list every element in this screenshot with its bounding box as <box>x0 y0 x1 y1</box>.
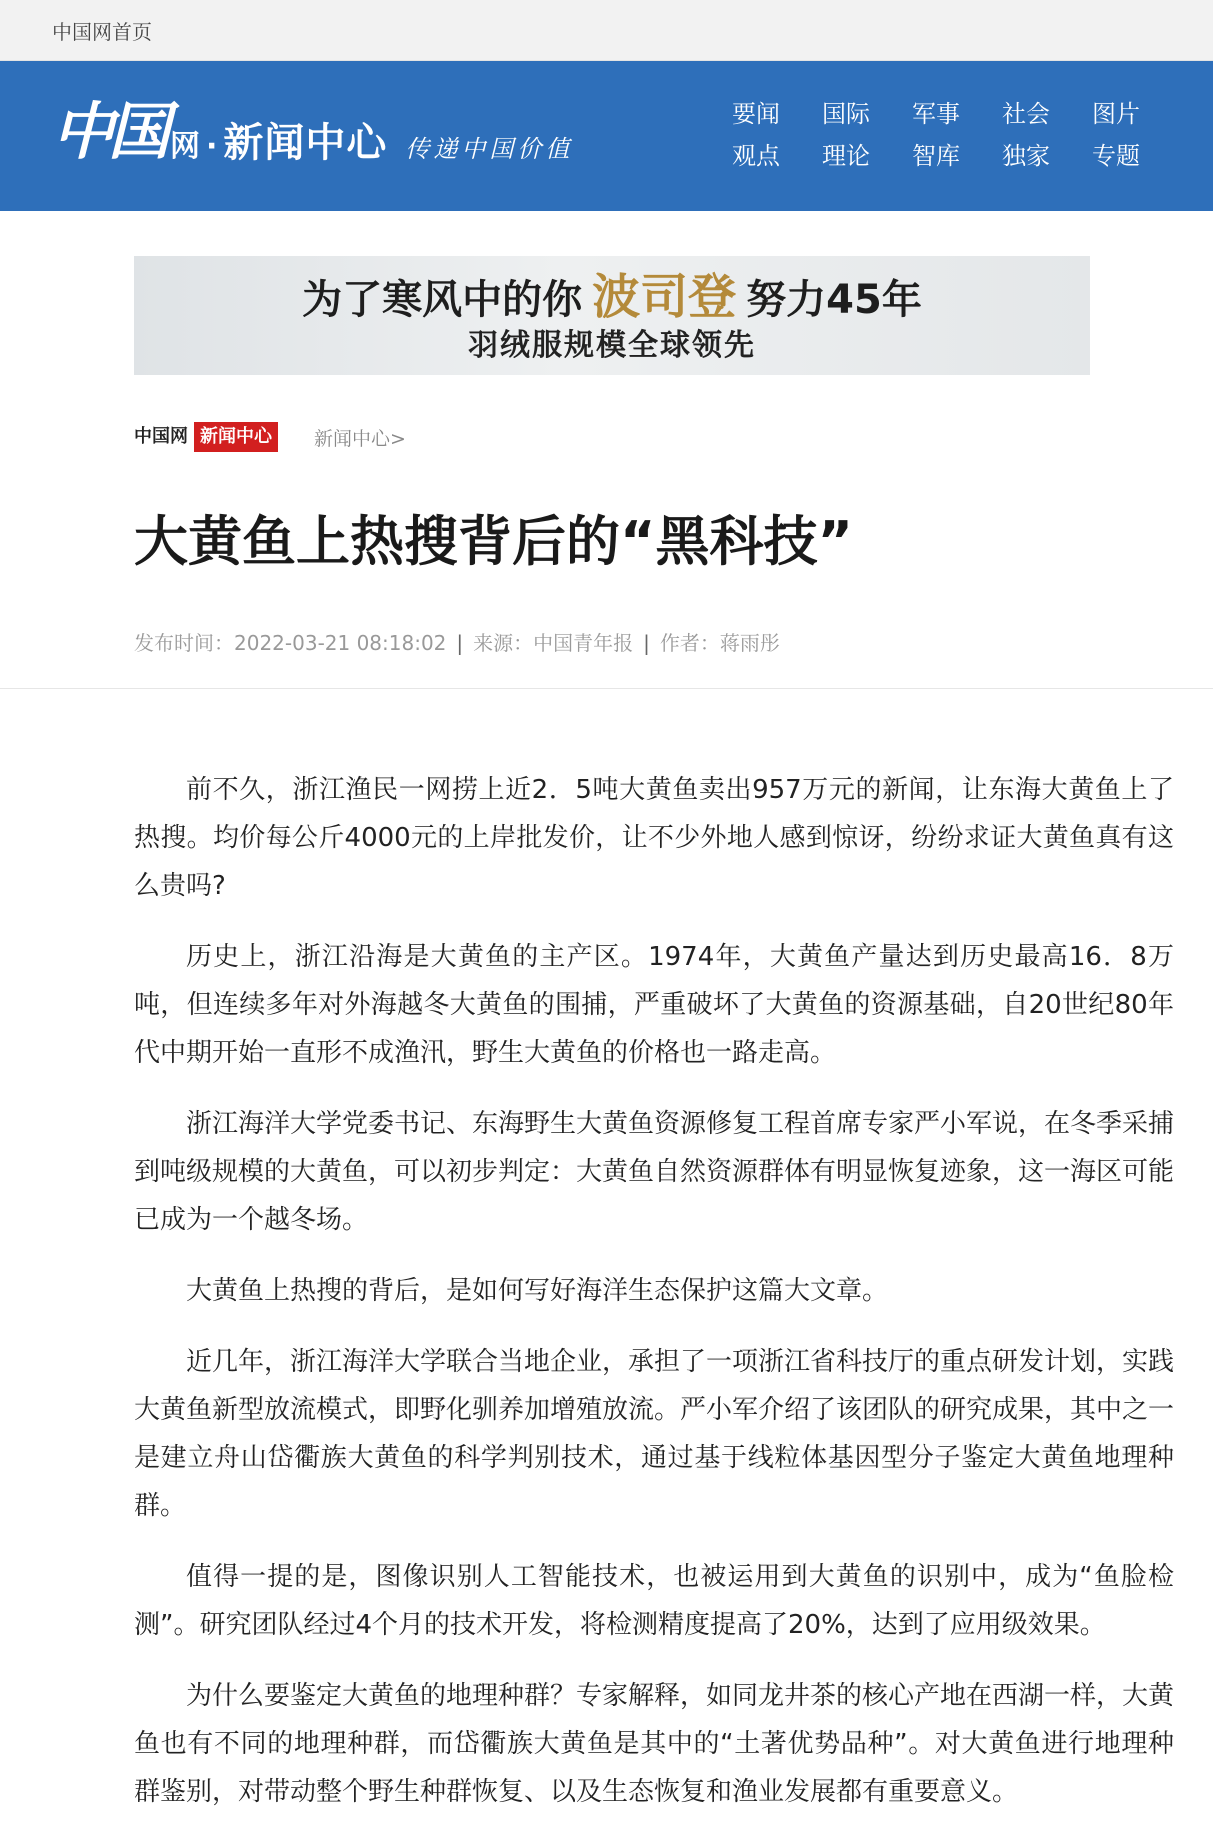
header-divider <box>0 688 1213 689</box>
article-title: 大黄鱼上热搜背后的“黑科技” <box>134 510 853 573</box>
logo-slogan: 传递中国价值 <box>405 135 574 163</box>
logo-china: 中国 <box>52 95 165 168</box>
nav-junshi[interactable]: 军事 <box>912 100 960 128</box>
ad-banner[interactable] <box>134 256 1090 375</box>
china-net-home-link[interactable]: 中国网首页 <box>52 19 152 44</box>
article-paragraph: 值得一提的是，图像识别人工智能技术，也被运用到大黄鱼的识别中，成为“鱼脸检测”。研究团队经过4个月的技术开发，将检测精度提高了20%，达到了应用级效果。 <box>134 1562 1174 1640</box>
nav-yaowen[interactable]: 要闻 <box>732 100 780 128</box>
ad-banner-brand: 波司登 <box>592 269 737 325</box>
breadcrumb <box>134 422 406 452</box>
article-paragraph: 大黄鱼上热搜的背后，是如何写好海洋生态保护这篇大文章。 <box>186 1276 889 1306</box>
article-meta <box>134 628 780 658</box>
logo-dot: · <box>206 129 218 164</box>
breadcrumb-channel-tag[interactable]: 新闻中心 <box>194 422 278 452</box>
site-logo[interactable] <box>52 97 573 167</box>
ad-banner-text-before: 为了寒风中的你 <box>302 277 583 323</box>
site-header <box>0 61 1213 211</box>
article-body <box>134 766 1174 1839</box>
article-author: 作者：蒋雨彤 <box>659 631 780 655</box>
logo-news-center: 新闻中心 <box>223 120 388 166</box>
breadcrumb-site-logo[interactable]: 中国网 <box>134 426 188 447</box>
nav-guandian[interactable]: 观点 <box>732 142 780 170</box>
article-paragraph: 近几年，浙江海洋大学联合当地企业，承担了一项浙江省科技厅的重点研发计划，实践大黄鱼新型放流模式，即野化驯养加增殖放流。严小军介绍了该团队的研究成果，其中之一是建立舟山岱衢族大黄鱼的科学判别技术，通过基于线粒体基因型分子鉴定大黄鱼地理种群。 <box>134 1347 1175 1521</box>
meta-separator: | <box>643 631 650 655</box>
nav-lilun[interactable]: 理论 <box>822 142 870 170</box>
publish-time: 发布时间：2022-03-21 08:18:02 <box>134 631 447 655</box>
nav-shehui[interactable]: 社会 <box>1002 100 1050 128</box>
article-paragraph: 为什么要鉴定大黄鱼的地理种群？专家解释，如同龙井茶的核心产地在西湖一样，大黄鱼也有不同的地理种群，而岱衢族大黄鱼是其中的“土著优势品种”。对大黄鱼进行地理种群鉴别，对带动整个野生种群恢复、以及生态恢复和渔业发展都有重要意义。 <box>134 1681 1175 1807</box>
article-paragraph: 前不久，浙江渔民一网捞上近2．5吨大黄鱼卖出957万元的新闻，让东海大黄鱼上了热搜。均价每公斤4000元的上岸批发价，让不少外地人感到惊讶，纷纷求证大黄鱼真有这么贵吗? <box>134 775 1174 901</box>
nav-zhuanti[interactable]: 专题 <box>1092 142 1140 170</box>
main-nav <box>732 101 1192 169</box>
meta-separator: | <box>456 631 464 655</box>
article-source: 来源：中国青年报 <box>473 631 634 655</box>
nav-tupian[interactable]: 图片 <box>1092 100 1140 128</box>
article-paragraph: 浙江海洋大学党委书记、东海野生大黄鱼资源修复工程首席专家严小军说，在冬季采捕到吨级规模的大黄鱼，可以初步判定：大黄鱼自然资源群体有明显恢复迹象，这一海区可能已成为一个越冬场。 <box>134 1109 1175 1235</box>
ad-banner-line1 <box>134 270 1090 327</box>
nav-guoji[interactable]: 国际 <box>822 100 870 128</box>
ad-banner-text-after: 努力45年 <box>746 277 922 323</box>
article-paragraph: 历史上，浙江沿海是大黄鱼的主产区。1974年，大黄鱼产量达到历史最高16．8万吨，但连续多年对外海越冬大黄鱼的围捕，严重破坏了大黄鱼的资源基础，自20世纪80年代中期开始一直形不成渔汛，野生大黄鱼的价格也一路走高。 <box>134 942 1174 1068</box>
ad-banner-line2: 羽绒服规模全球领先 <box>468 328 756 363</box>
logo-net: 网 <box>170 129 201 164</box>
top-bar <box>0 0 1213 61</box>
nav-zhiku[interactable]: 智库 <box>912 142 960 170</box>
nav-dujia[interactable]: 独家 <box>1002 142 1050 170</box>
breadcrumb-news-center-link[interactable]: 新闻中心> <box>314 427 406 450</box>
